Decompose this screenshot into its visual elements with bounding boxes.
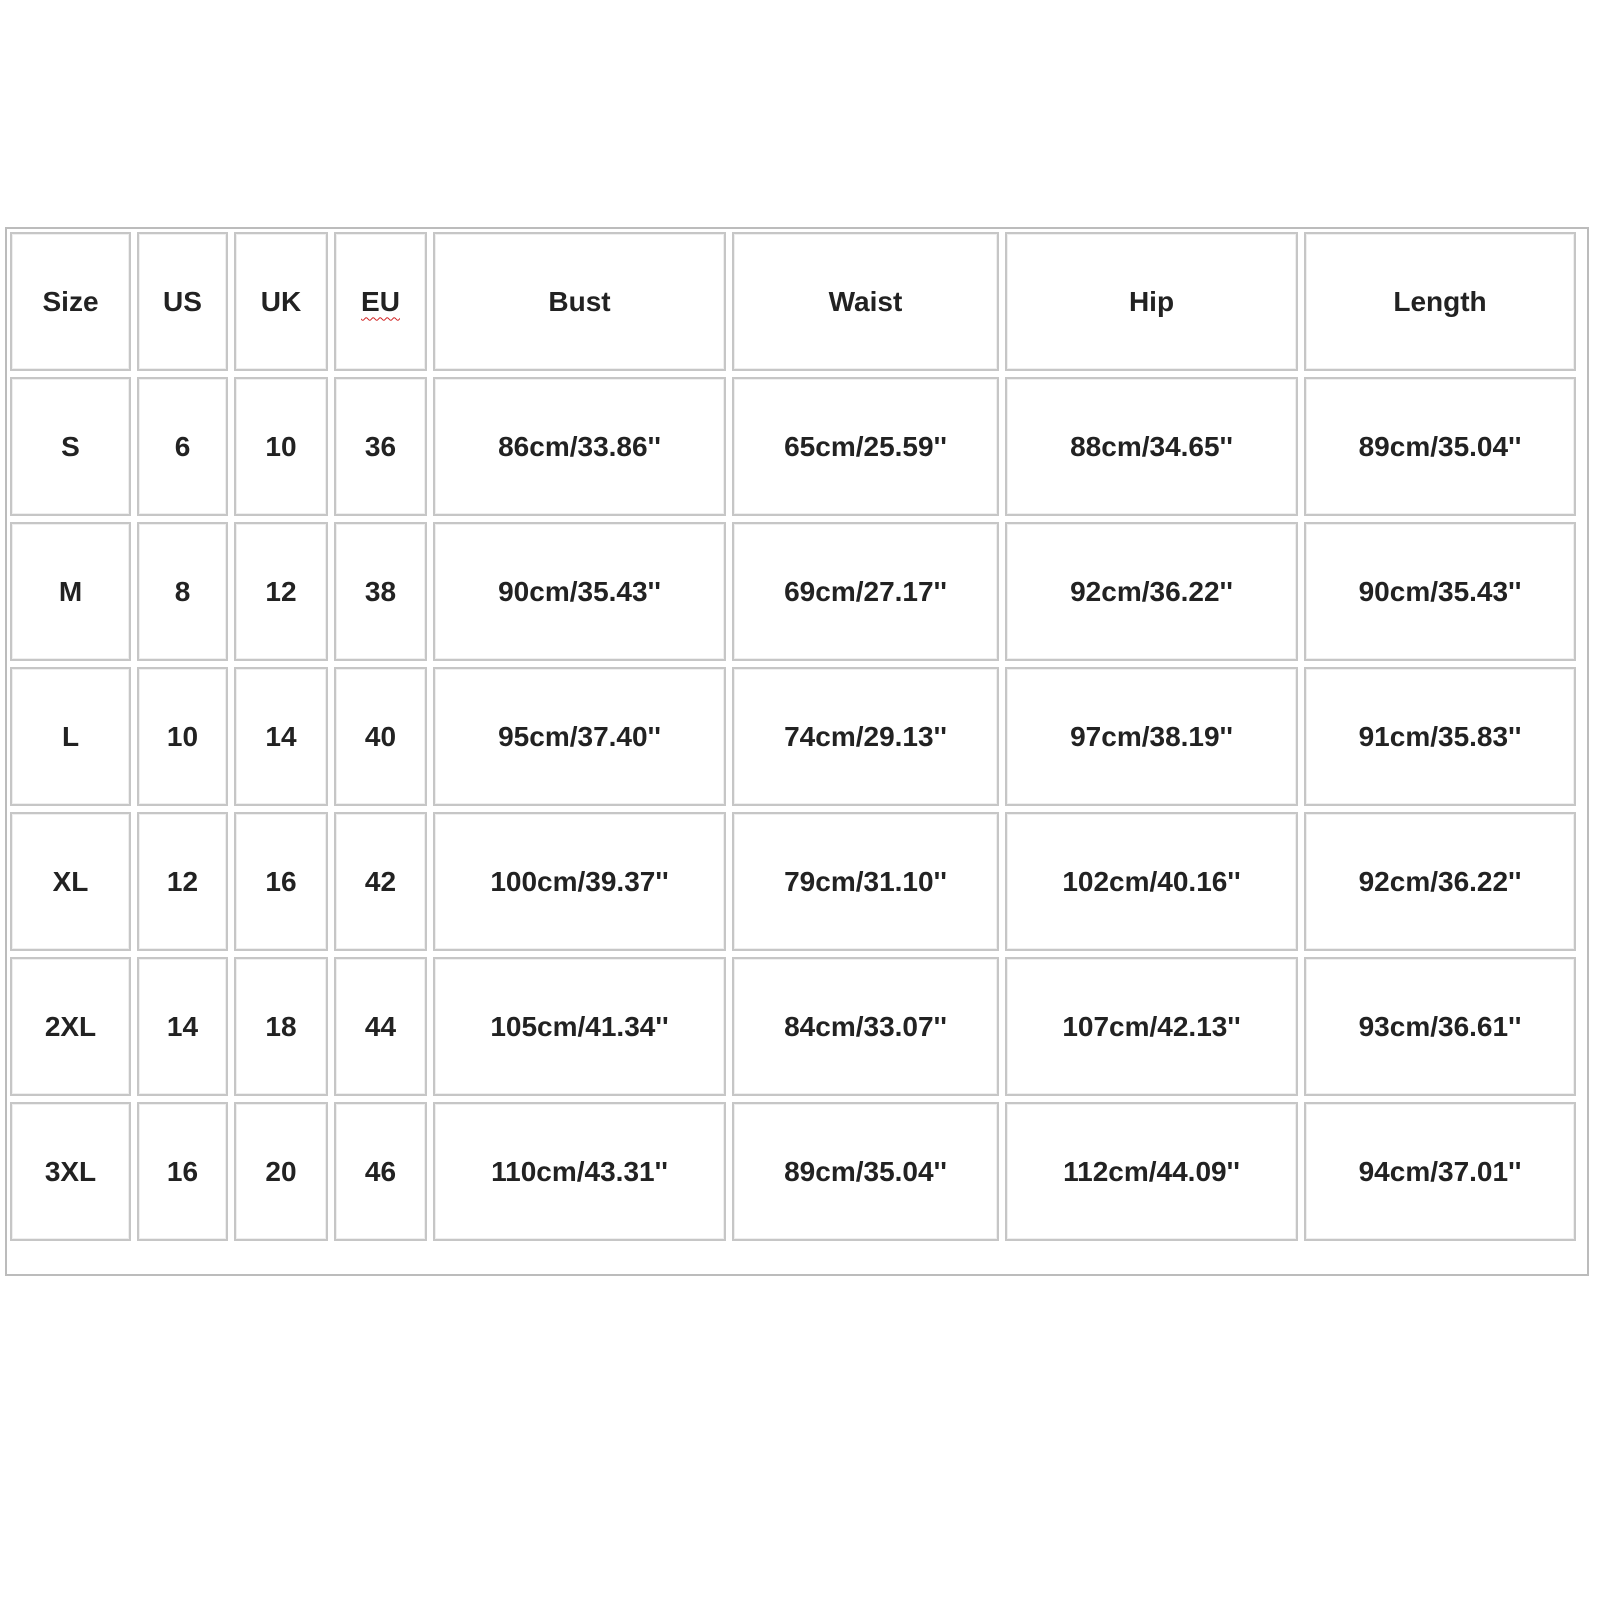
header-eu-label: EU [361,285,400,317]
table-row [10,377,1576,516]
cell-length: 89cm/35.04'' [1304,377,1576,516]
cell-hip: 102cm/40.16'' [1005,812,1298,951]
cell-us: 12 [137,812,228,951]
cell-waist: 65cm/25.59'' [732,377,999,516]
cell-eu: 46 [334,1102,427,1241]
cell-waist: 69cm/27.17'' [732,522,999,661]
cell-waist: 74cm/29.13'' [732,667,999,806]
cell-us: 14 [137,957,228,1096]
cell-waist: 84cm/33.07'' [732,957,999,1096]
cell-us: 8 [137,522,228,661]
cell-uk: 14 [234,667,328,806]
cell-us: 10 [137,667,228,806]
table-row [10,957,1576,1096]
cell-waist: 89cm/35.04'' [732,1102,999,1241]
cell-size: 3XL [10,1102,131,1241]
cell-hip: 107cm/42.13'' [1005,957,1298,1096]
cell-us: 16 [137,1102,228,1241]
header-bust: Bust [433,232,726,371]
cell-bust: 100cm/39.37'' [433,812,726,951]
cell-length: 91cm/35.83'' [1304,667,1576,806]
header-length: Length [1304,232,1576,371]
header-waist: Waist [732,232,999,371]
cell-length: 93cm/36.61'' [1304,957,1576,1096]
cell-eu: 38 [334,522,427,661]
cell-hip: 88cm/34.65'' [1005,377,1298,516]
cell-hip: 92cm/36.22'' [1005,522,1298,661]
header-eu [334,232,427,371]
cell-bust: 95cm/37.40'' [433,667,726,806]
size-chart-frame [5,227,1589,1276]
cell-eu: 42 [334,812,427,951]
cell-us: 6 [137,377,228,516]
cell-bust: 90cm/35.43'' [433,522,726,661]
cell-length: 92cm/36.22'' [1304,812,1576,951]
table-row [10,667,1576,806]
cell-uk: 20 [234,1102,328,1241]
cell-uk: 16 [234,812,328,951]
cell-bust: 86cm/33.86'' [433,377,726,516]
cell-length: 90cm/35.43'' [1304,522,1576,661]
cell-uk: 18 [234,957,328,1096]
cell-eu: 40 [334,667,427,806]
table-row [10,522,1576,661]
cell-eu: 44 [334,957,427,1096]
header-hip: Hip [1005,232,1298,371]
table-row [10,812,1576,951]
cell-uk: 10 [234,377,328,516]
cell-uk: 12 [234,522,328,661]
cell-waist: 79cm/31.10'' [732,812,999,951]
cell-hip: 112cm/44.09'' [1005,1102,1298,1241]
cell-size: XL [10,812,131,951]
header-uk: UK [234,232,328,371]
header-size: Size [10,232,131,371]
cell-size: 2XL [10,957,131,1096]
size-chart-table [4,226,1582,1247]
cell-bust: 110cm/43.31'' [433,1102,726,1241]
cell-bust: 105cm/41.34'' [433,957,726,1096]
cell-size: M [10,522,131,661]
cell-eu: 36 [334,377,427,516]
cell-size: S [10,377,131,516]
cell-size: L [10,667,131,806]
cell-hip: 97cm/38.19'' [1005,667,1298,806]
cell-length: 94cm/37.01'' [1304,1102,1576,1241]
header-us: US [137,232,228,371]
table-row [10,1102,1576,1241]
header-row [10,232,1576,371]
